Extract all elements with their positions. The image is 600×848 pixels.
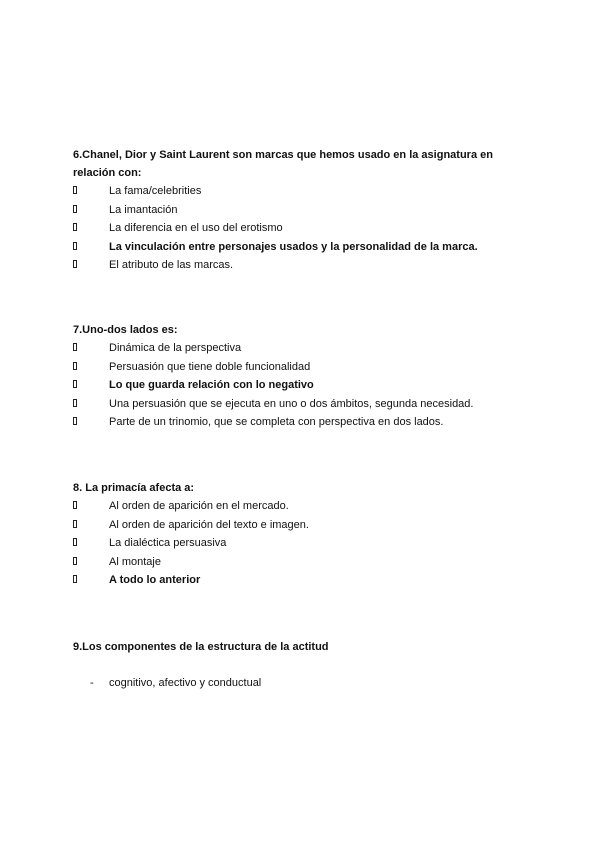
checkbox-bullet-icon [73, 538, 77, 546]
checkbox-bullet-icon [73, 186, 77, 194]
question-8-title: 8. La primacía afecta a: [73, 482, 195, 494]
question-8-option [73, 516, 513, 535]
question-6-option [73, 256, 513, 275]
question-7-title: 7.Uno-dos lados es: [73, 324, 178, 336]
question-8-option [73, 553, 513, 572]
checkbox-bullet-icon [73, 557, 77, 565]
question-7-option [73, 395, 513, 414]
answer-text: cognitivo, afectivo y conductual [109, 677, 262, 689]
question-9-answer [73, 674, 513, 692]
question-8-option [73, 534, 513, 553]
checkbox-bullet-icon [73, 501, 77, 509]
question-6-option [73, 182, 513, 201]
dash-marker: - [90, 677, 94, 689]
option-label: La vinculación entre personajes usados y la personalidad de la marca. [109, 240, 478, 253]
option-label: Al orden de aparición del texto e imagen. [109, 518, 309, 531]
checkbox-bullet-icon [73, 380, 77, 388]
checkbox-bullet-icon [73, 417, 77, 425]
option-label: La imantación [109, 203, 178, 216]
option-label: Al montaje [109, 555, 161, 568]
checkbox-bullet-icon [73, 223, 77, 231]
question-6-option [73, 201, 513, 220]
question-9-title: 9.Los componentes de la estructura de la actitud [73, 641, 329, 653]
option-label: Lo que guarda relación con lo negativo [109, 379, 314, 391]
checkbox-bullet-icon [73, 205, 77, 213]
option-label: La fama/celebrities [109, 185, 202, 197]
question-6-title: 6.Chanel, Dior y Saint Laurent son marcas que hemos usado en la asignatura en relación con: [73, 149, 493, 179]
checkbox-bullet-icon [73, 520, 77, 528]
checkbox-bullet-icon [73, 343, 77, 351]
checkbox-bullet-icon [73, 575, 77, 583]
question-7-option [73, 413, 513, 432]
question-7-option-correct [73, 376, 513, 395]
checkbox-bullet-icon [73, 260, 77, 268]
question-7-option [73, 339, 513, 358]
checkbox-bullet-icon [73, 362, 77, 370]
option-label: Una persuasión que se ejecuta en uno o dos ámbitos, segunda necesidad. [109, 397, 474, 410]
question-6-option [73, 219, 513, 238]
question-6 [73, 146, 513, 275]
question-8-option [73, 497, 513, 516]
option-label: La diferencia en el uso del erotismo [109, 222, 283, 234]
option-label: Dinámica de la perspectiva [109, 342, 242, 354]
option-label: El atributo de las marcas. [109, 259, 234, 271]
option-label: Parte de un trinomio, que se completa con perspectiva en dos lados. [109, 416, 444, 428]
question-6-option-correct [73, 238, 513, 257]
option-label: Persuasión que tiene doble funcionalidad [109, 360, 311, 373]
question-8 [73, 479, 513, 590]
option-label: A todo lo anterior [109, 574, 201, 586]
question-7 [73, 321, 513, 432]
option-label: La dialéctica persuasiva [109, 537, 227, 549]
checkbox-bullet-icon [73, 399, 77, 407]
question-9 [73, 638, 513, 692]
question-7-option [73, 358, 513, 377]
checkbox-bullet-icon [73, 242, 77, 250]
spacer [73, 656, 513, 674]
option-label: Al orden de aparición en el mercado. [109, 500, 289, 512]
question-8-option-correct [73, 571, 513, 590]
